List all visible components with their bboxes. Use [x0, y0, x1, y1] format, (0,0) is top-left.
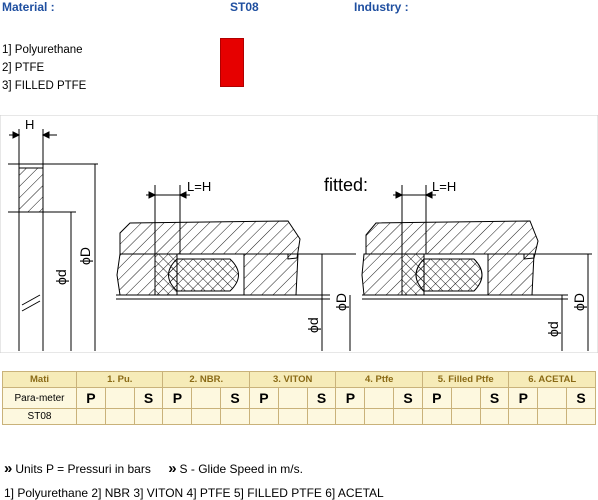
parameter-row — [3, 388, 596, 409]
value-cell — [451, 409, 480, 425]
header-cell: Mati — [3, 372, 77, 388]
product-code: ST08 — [230, 0, 259, 14]
value-cell — [163, 409, 192, 425]
h-dimension-label: H — [25, 117, 35, 132]
param-cell: S — [567, 388, 596, 409]
value-cell — [249, 409, 278, 425]
table-header-row — [3, 372, 596, 388]
param-cell — [365, 388, 394, 409]
value-cell — [307, 409, 336, 425]
material-item: 3] FILLED PTFE — [2, 80, 87, 92]
param-cell — [192, 388, 221, 409]
lh-dimension-label: L=H — [432, 179, 457, 194]
param-cell: S — [221, 388, 250, 409]
value-cell — [538, 409, 567, 425]
value-cell — [221, 409, 250, 425]
param-cell — [278, 388, 307, 409]
outer-diameter-label: ϕD — [77, 247, 93, 265]
param-cell — [451, 388, 480, 409]
spec-table — [2, 371, 596, 425]
material-item: 2] PTFE — [2, 62, 45, 74]
parameter-label: Para-meter — [3, 388, 77, 409]
param-cell — [105, 388, 134, 409]
param-cell: P — [509, 388, 538, 409]
header-cell: 4. Ptfe — [336, 372, 422, 388]
material-item: 1] Polyurethane — [2, 44, 83, 56]
lh-dimension-label: L=H — [187, 179, 212, 194]
table-row — [3, 409, 596, 425]
param-cell: S — [134, 388, 163, 409]
inner-diameter-label: ϕd — [545, 321, 561, 337]
material-legend: 1] Polyurethane 2] NBR 3] VITON 4] PTFE 5] FILLED PTFE 6] ACETAL — [4, 486, 384, 500]
industry-label: Industry : — [354, 0, 409, 14]
value-cell — [278, 409, 307, 425]
value-cell — [105, 409, 134, 425]
double-chevron-icon: » — [4, 460, 13, 477]
value-cell — [134, 409, 163, 425]
inner-diameter-label: ϕd — [53, 269, 69, 285]
seal-technical-drawing — [0, 115, 598, 353]
material-list — [2, 41, 86, 95]
param-cell: S — [480, 388, 509, 409]
value-cell — [336, 409, 365, 425]
value-cell — [422, 409, 451, 425]
param-cell: S — [307, 388, 336, 409]
header-cell: 1. Pu. — [77, 372, 163, 388]
param-cell: P — [422, 388, 451, 409]
inner-diameter-label: ϕd — [305, 317, 321, 333]
param-cell — [538, 388, 567, 409]
param-cell: S — [394, 388, 423, 409]
value-cell — [567, 409, 596, 425]
outer-diameter-label: ϕD — [333, 293, 349, 311]
value-cell — [77, 409, 106, 425]
pressure-unit-text: Units P = Pressuri in bars — [15, 462, 151, 476]
param-cell: P — [163, 388, 192, 409]
param-cell: P — [77, 388, 106, 409]
header-cell: 2. NBR. — [163, 372, 249, 388]
material-color-swatch — [220, 38, 244, 87]
header-cell: 3. VITON — [249, 372, 335, 388]
value-cell — [192, 409, 221, 425]
header-cell: 5. Filled Ptfe — [422, 372, 508, 388]
param-cell: P — [336, 388, 365, 409]
value-cell — [480, 409, 509, 425]
param-cell: P — [249, 388, 278, 409]
value-cell — [509, 409, 538, 425]
outer-diameter-label: ϕD — [571, 293, 587, 311]
fitted-label: fitted: — [324, 175, 369, 195]
header-cell: 6. ACETAL — [509, 372, 596, 388]
speed-unit-text: S - Glide Speed in m/s. — [179, 462, 303, 476]
material-label: Material : — [2, 0, 55, 14]
units-note — [4, 460, 303, 477]
double-chevron-icon: » — [168, 460, 177, 477]
value-cell — [365, 409, 394, 425]
value-cell — [394, 409, 423, 425]
row-label: ST08 — [3, 409, 77, 425]
